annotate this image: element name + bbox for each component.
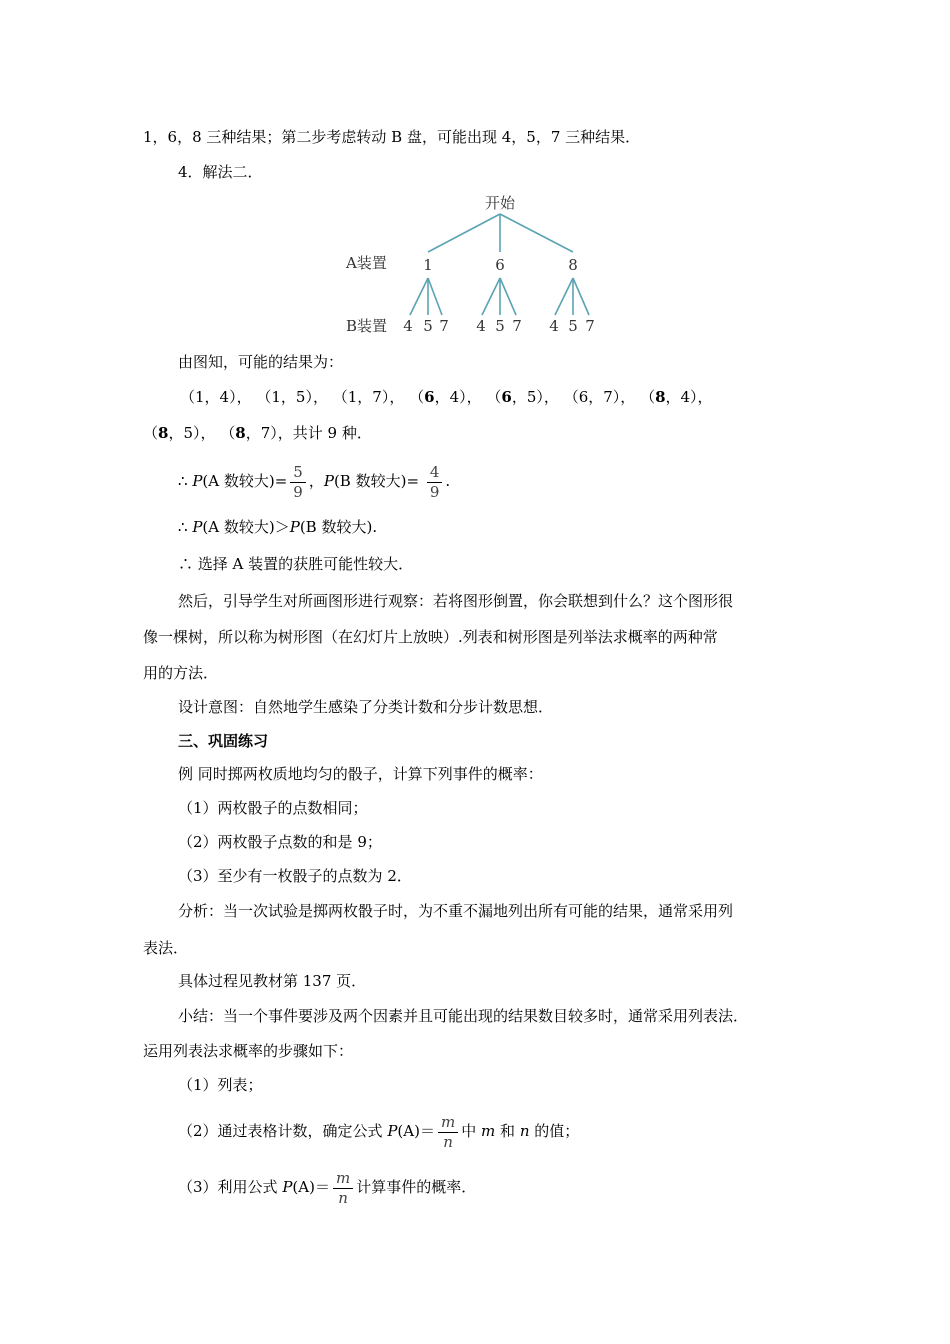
result: （8，7），共计 9 种．	[220, 424, 372, 442]
result: （1，5），	[256, 388, 328, 406]
result: （6，5），	[486, 388, 559, 406]
branch-1-4	[410, 278, 428, 315]
tree-diagram	[340, 188, 620, 348]
tree-a-node: 6	[495, 256, 505, 274]
branch-root-8	[500, 214, 573, 252]
question-1: （1）两枚骰子的点数相同；	[178, 799, 368, 817]
branch-6-4	[482, 278, 500, 315]
probability-line: ∴ P(A 数较大)= $\frac{5}{9}$ ，P(B 数较大)= $\frac{4}{9}$ .	[178, 462, 451, 501]
result: （1，4），	[180, 388, 252, 406]
section-heading: 三、巩固练习	[178, 732, 269, 750]
tree-b-node: 5	[423, 317, 433, 335]
paragraph-line: 用的方法．	[143, 664, 219, 682]
step-2: （2）通过表格计数，确定公式 P(A)＝ $\frac{m}{n}$ 中 m 和 n 的值；	[178, 1112, 580, 1151]
fraction-m-n: $\frac{m}{n}$	[333, 1169, 353, 1208]
tree-label-a: A装置	[346, 254, 387, 272]
summary-line: 运用列表法求概率的步骤如下：	[143, 1042, 354, 1060]
analysis-line: 分析：当一次试验是掷两枚骰子时，为不重不漏地列出所有可能的结果，通常采用列	[178, 902, 734, 920]
result: （6，7），	[563, 388, 636, 406]
question-2: （2）两枚骰子点数的和是 9；	[178, 833, 382, 851]
paragraph-line: 然后，引导学生对所画图形进行观察：若将图形倒置，你会联想到什么？这个图形很	[178, 592, 734, 610]
method-two-heading: 4．解法二．	[178, 163, 263, 181]
tree-b-node: 4	[403, 317, 413, 335]
conclusion-line: ∴ 选择 A 装置的获胜可能性较大．	[178, 555, 414, 573]
fraction-b: $\frac{4}{9}$	[427, 463, 443, 502]
analysis-line: 表法．	[143, 939, 189, 957]
fraction-m-n: $\frac{m}{n}$	[438, 1113, 458, 1152]
step-3: （3）利用公式 P(A)＝ $\frac{m}{n}$ 计算事件的概率．	[178, 1168, 477, 1207]
tree-label-b: B装置	[346, 317, 388, 335]
tree-b-node: 7	[585, 317, 595, 335]
paragraph-line: 像一棵树，所以称为树形图（在幻灯片上放映）.列表和树形图是列举法求概率的两种常	[143, 628, 718, 646]
branch-6-7	[500, 278, 516, 315]
example-line: 例 同时掷两枚质地均匀的骰子，计算下列事件的概率：	[178, 765, 543, 783]
comparison-line: ∴ P(A 数较大)＞P(B 数较大).	[178, 518, 378, 536]
tree-b-node: 5	[495, 317, 505, 335]
tree-b-node: 7	[439, 317, 449, 335]
tree-root: 开始	[484, 194, 516, 212]
summary-line: 小结：当一个事件要涉及两个因素并且可能出现的结果数目较多时，通常采用列表法．	[178, 1007, 749, 1025]
step-1: （1）列表；	[178, 1076, 263, 1094]
tree-a-node: 1	[423, 256, 433, 274]
result: （1，7），	[332, 388, 405, 406]
intro-line: 1，6，8 三种结果；第二步考虑转动 B 盘，可能出现 4，5，7 三种结果．	[143, 128, 641, 146]
fraction-a: $\frac{5}{9}$	[290, 463, 306, 502]
result: （8，5），	[143, 424, 216, 442]
result: （6，4），	[409, 388, 482, 406]
branch-8-4	[555, 278, 573, 315]
design-intent: 设计意图：自然地学生感染了分类计数和分步计数思想．	[178, 698, 554, 716]
tree-b-node: 4	[476, 317, 486, 335]
results-line-2	[143, 422, 372, 444]
tree-a-node: 8	[568, 256, 578, 274]
result: （8，4），	[640, 388, 713, 406]
tree-b-node: 4	[549, 317, 559, 335]
tree-b-node: 7	[512, 317, 522, 335]
branch-1-7	[428, 278, 442, 315]
branch-8-7	[573, 278, 589, 315]
tree-b-node: 5	[568, 317, 578, 335]
process-line: 具体过程见教材第 137 页．	[178, 972, 367, 990]
branch-root-1	[428, 214, 500, 252]
question-3: （3）至少有一枚骰子的点数为 2．	[178, 867, 412, 885]
results-intro: 由图知，可能的结果为：	[178, 353, 344, 371]
results-line-1	[180, 386, 713, 408]
